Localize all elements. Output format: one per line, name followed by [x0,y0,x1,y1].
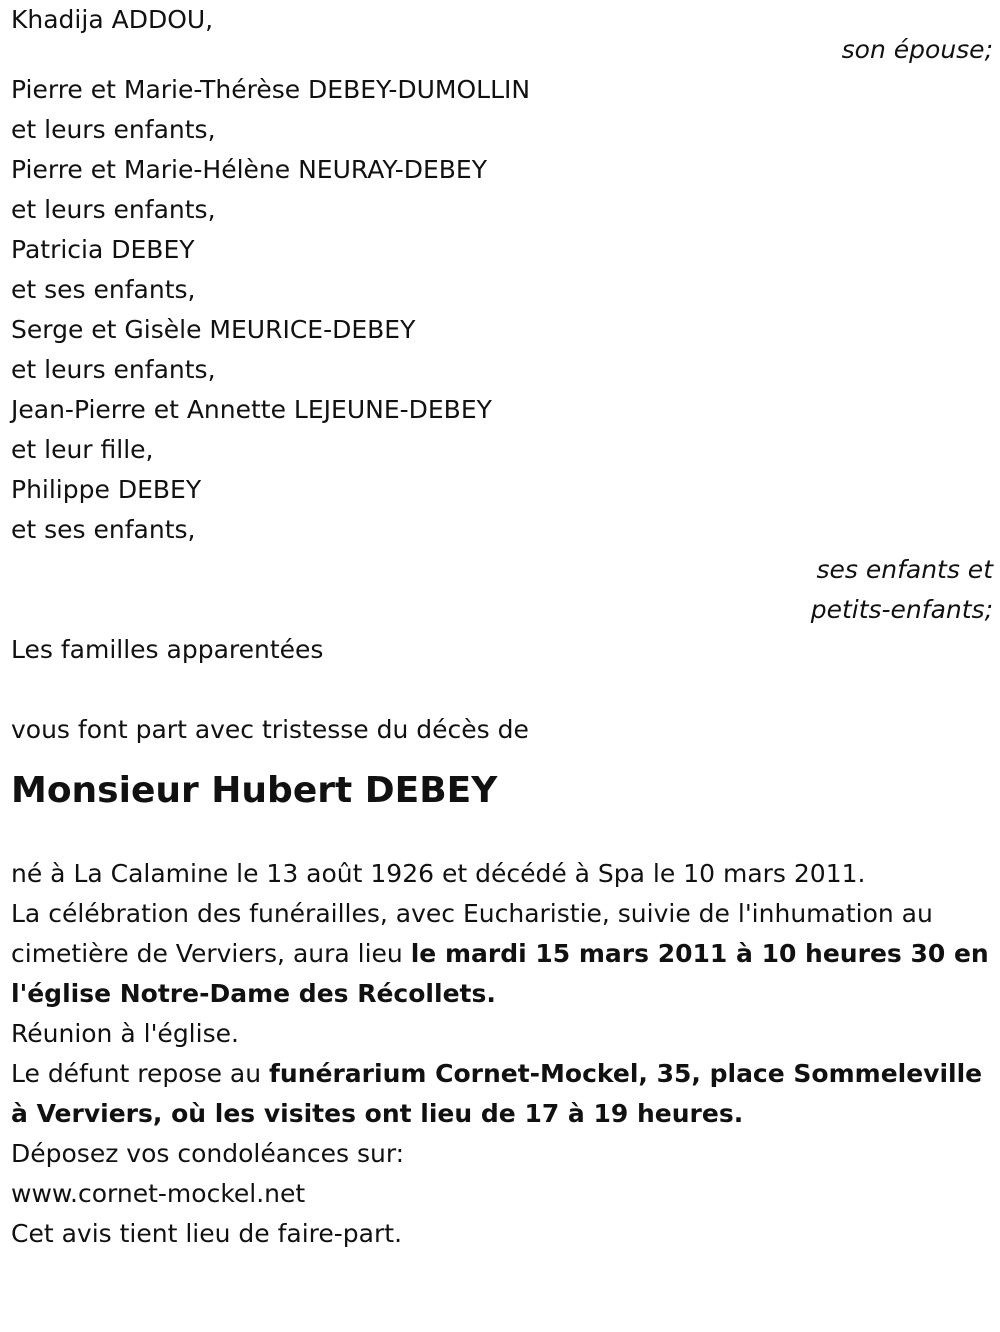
children-line: Patricia DEBEY [11,235,195,264]
children-line: Serge et Gisèle MEURICE-DEBEY [11,315,416,344]
children-line: et leur fille, [11,435,154,464]
children-line: et leurs enfants, [11,195,216,224]
rest-details: funérarium Cornet-Mockel, 35, place Sommeleville à Verviers, où les visites ont lieu de 17 à 19 heures. [11,1059,983,1128]
children-role-line1: ses enfants et [816,555,993,584]
spouse-name: Khadija ADDOU, [11,5,214,34]
children-line: Pierre et Marie-Hélène NEURAY-DEBEY [11,155,487,184]
children-line: et ses enfants, [11,515,196,544]
children-role-line2: petits-enfants; [810,595,993,624]
rest-intro: Le défunt repose au [11,1059,270,1088]
children-line: Philippe DEBEY [11,475,202,504]
children-line: Pierre et Marie-Thérèse DEBEY-DUMOLLIN [11,75,531,104]
condolences-label: Déposez vos condoléances sur: [11,1139,405,1168]
children-list [11,70,991,550]
closing: Cet avis tient lieu de faire-part. [11,1219,403,1248]
children-line: Jean-Pierre et Annette LEJEUNE-DEBEY [11,395,492,424]
children-line: et ses enfants, [11,275,196,304]
rest-paragraph [11,1054,991,1134]
children-line: et leurs enfants, [11,355,216,384]
ceremony-paragraph [11,894,991,1014]
meeting: Réunion à l'église. [11,1019,239,1048]
children-line: et leurs enfants, [11,115,216,144]
ceremony-details: le mardi 15 mars 2011 à 10 heures 30 en l'église Notre-Dame des Récollets. [11,939,989,1008]
website-link[interactable]: www.cornet-mockel.net [11,1179,306,1208]
obituary-notice [11,0,991,1254]
announcement: vous font part avec tristesse du décès de [11,715,529,744]
deceased-name: Monsieur Hubert DEBEY [11,770,498,811]
relatives: Les familles apparentées [11,635,324,664]
spouse-role: son épouse; [841,35,993,64]
ceremony-intro: La célébration des funérailles, avec Eucharistie, suivie de l'inhumation au cimetière de Verviers, aura lieu [11,899,933,968]
birth-death: né à La Calamine le 13 août 1926 et décédé à Spa le 10 mars 2011. [11,859,866,888]
